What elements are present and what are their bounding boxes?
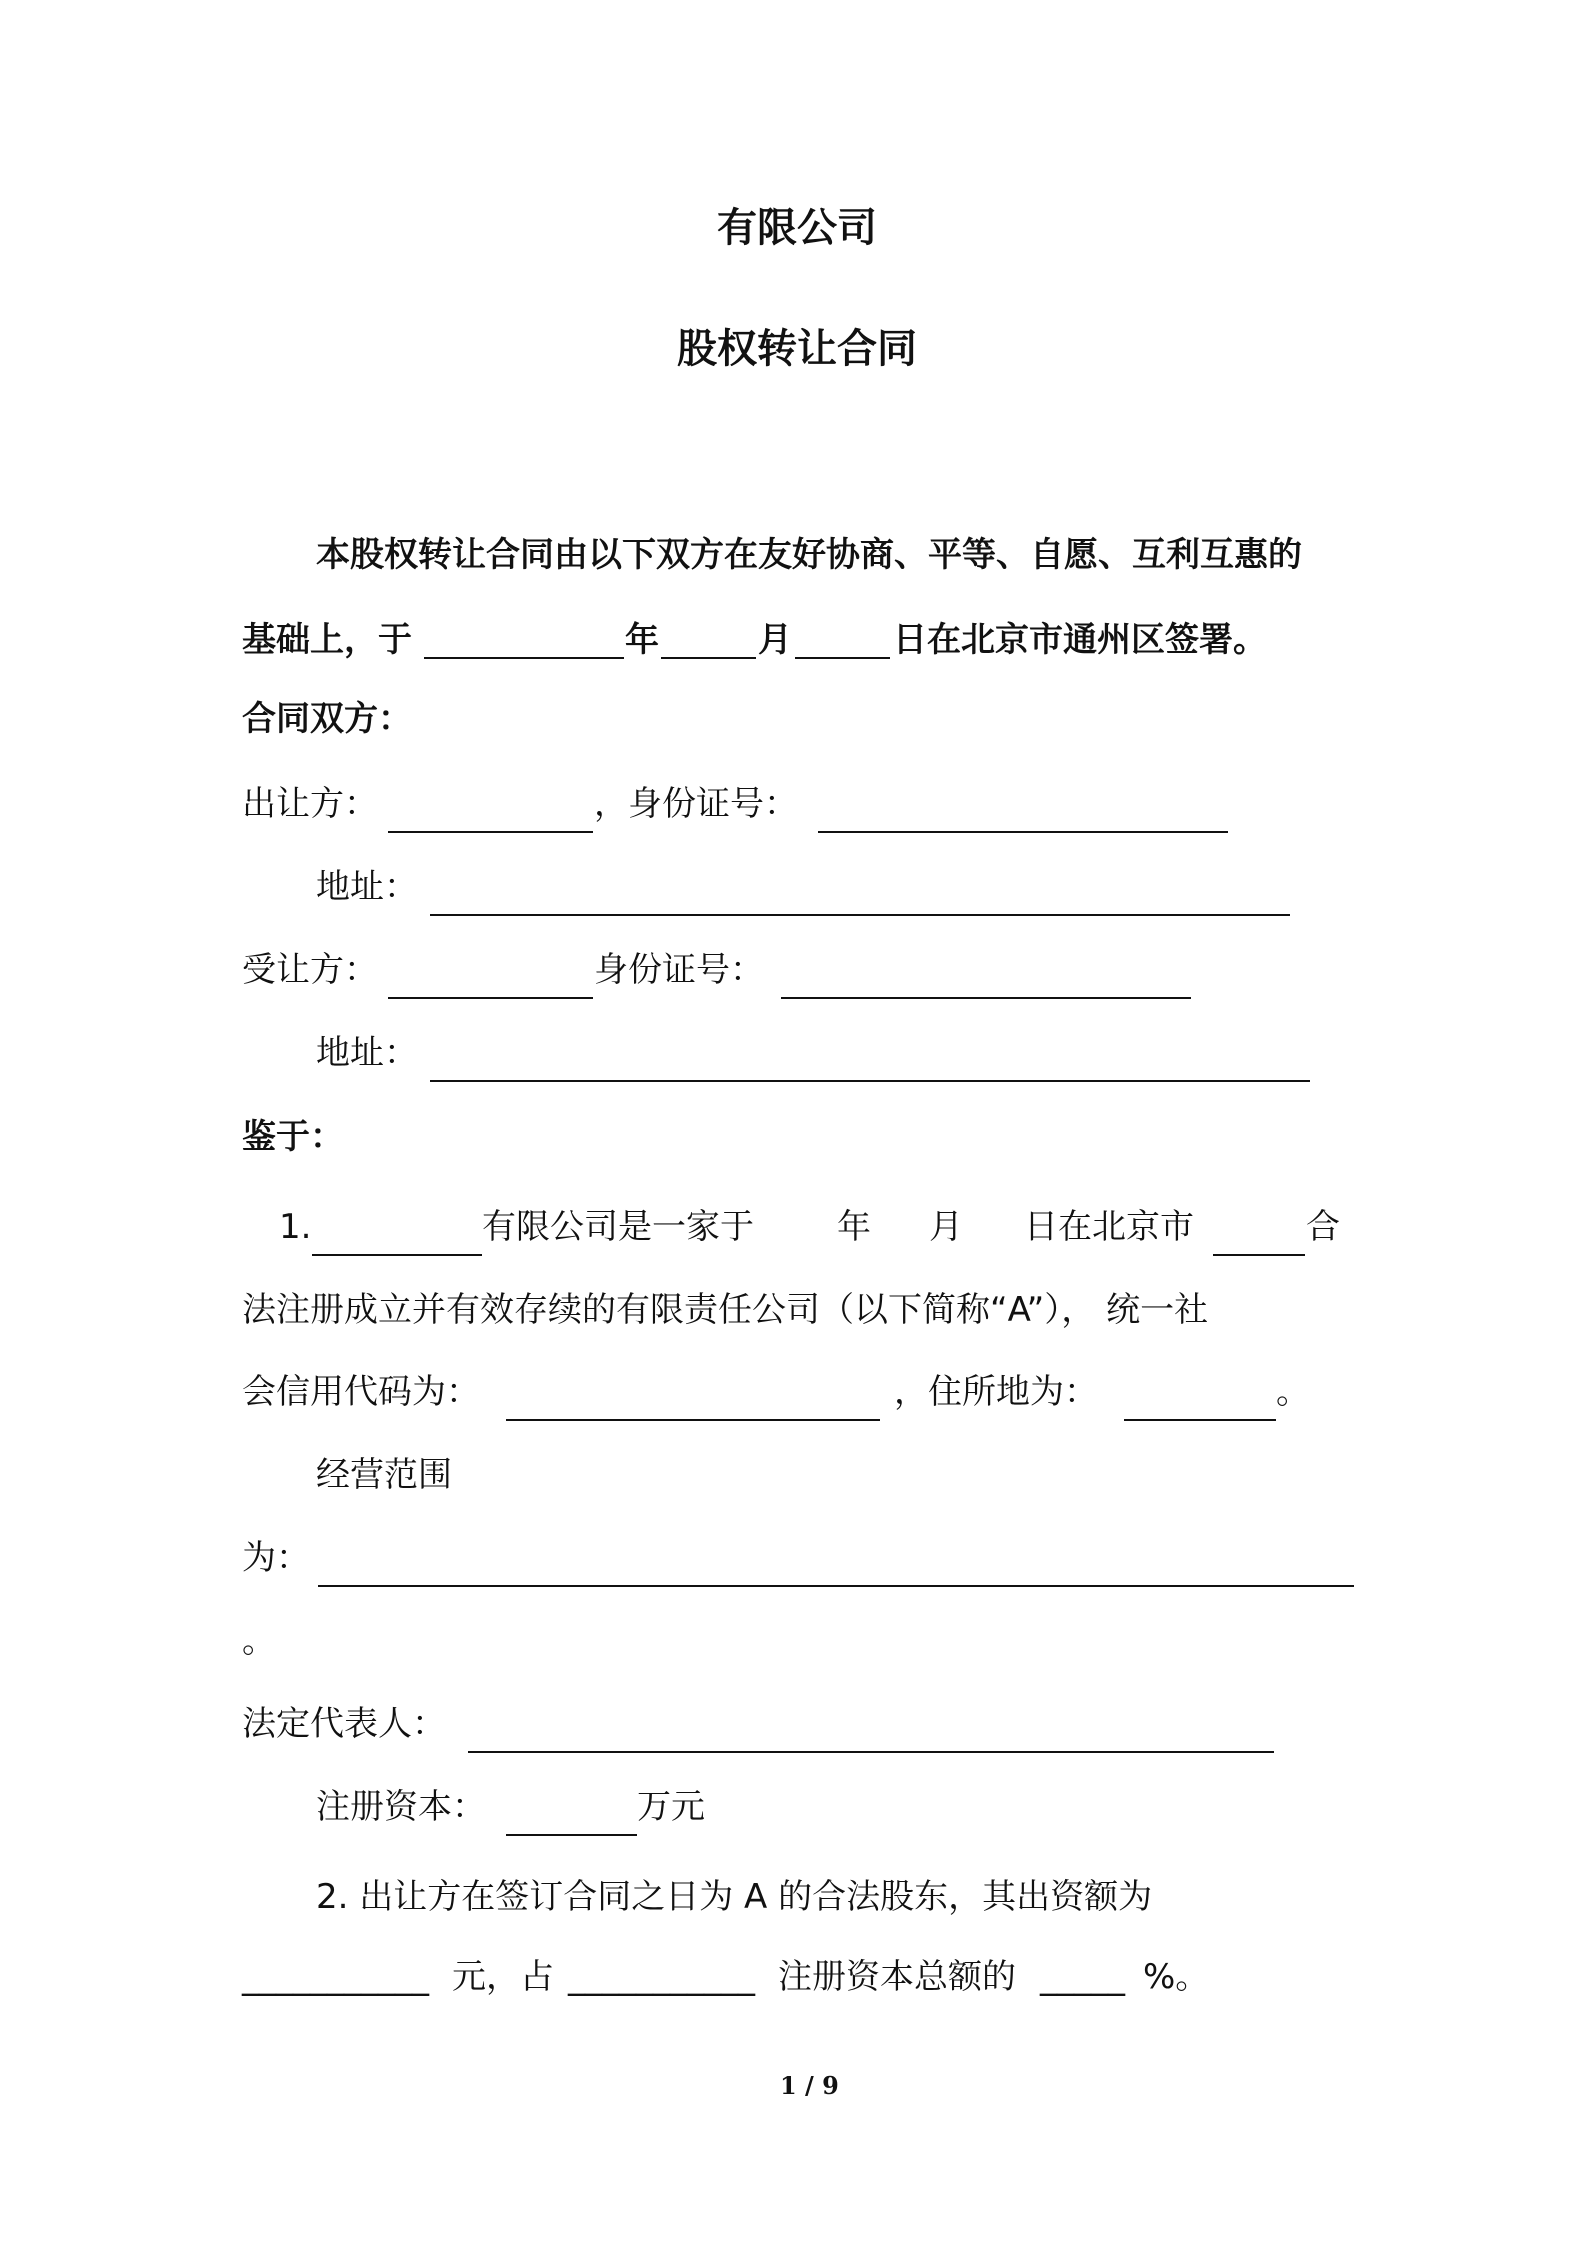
preamble-line-1: 本股权转让合同由以下双方在友好协商、平等、自愿、互利互惠的: [316, 535, 1302, 575]
capital-unit: 万元: [637, 1787, 705, 1827]
transferee-id-label: 身份证号：: [594, 950, 764, 990]
credit-code-blank[interactable]: [506, 1419, 880, 1421]
date-day-blank[interactable]: [795, 657, 890, 659]
capital-label: 注册资本：: [316, 1787, 486, 1827]
business-scope-blank[interactable]: [318, 1585, 1354, 1587]
item1-domicile-label: ，住所地为：: [894, 1372, 1098, 1412]
item2-company-blank[interactable]: ___________: [568, 1957, 755, 1997]
item1-number: 1.: [279, 1207, 312, 1247]
preamble-year-label: 年: [625, 620, 659, 660]
legal-rep-label: 法定代表人：: [242, 1704, 446, 1744]
item2-yuan-label: 元，占: [452, 1957, 554, 1997]
preamble-line-2-start: 基础上，于: [242, 620, 412, 660]
doc-title-contract: 股权转让合同: [677, 326, 917, 372]
item1-scope-label: 经营范围: [316, 1455, 452, 1495]
item1-scope-wei: 为：: [242, 1538, 310, 1578]
transferor-label: 出让方：: [242, 784, 378, 824]
transferee-address-blank[interactable]: [430, 1080, 1310, 1082]
transferor-id-label: ，身份证号：: [594, 784, 798, 824]
transferor-address-label: 地址：: [316, 867, 418, 907]
district-blank[interactable]: [1213, 1254, 1305, 1256]
item2-percent-label: %。: [1143, 1957, 1210, 1997]
date-month-blank[interactable]: [661, 657, 756, 659]
transferor-address-blank[interactable]: [430, 914, 1290, 916]
item1-scope-end: 。: [242, 1621, 276, 1661]
transferee-name-blank[interactable]: [388, 997, 593, 999]
domicile-blank[interactable]: [1124, 1419, 1276, 1421]
capital-blank[interactable]: [506, 1834, 637, 1836]
parties-heading: 合同双方：: [242, 699, 412, 739]
transferor-name-blank[interactable]: [388, 831, 593, 833]
transferee-label: 受让方：: [242, 950, 378, 990]
item1-credit-code-label: 会信用代码为：: [242, 1372, 480, 1412]
item1-company-text: 有限公司是一家于: [482, 1207, 754, 1247]
whereas-heading: 鉴于：: [242, 1117, 344, 1157]
doc-title-company: 有限公司: [717, 205, 877, 251]
item1-he: 合: [1306, 1207, 1340, 1247]
transferee-id-blank[interactable]: [781, 997, 1191, 999]
item1-year-label: 年: [837, 1207, 871, 1247]
legal-rep-blank[interactable]: [468, 1751, 1274, 1753]
item2-line-1: 2. 出让方在签订合同之日为 A 的合法股东，其出资额为: [316, 1877, 1153, 1917]
item1-day-label: 日在北京市: [1024, 1207, 1194, 1247]
page-number: 1 / 9: [780, 2071, 839, 2100]
preamble-month-label: 月: [758, 620, 792, 660]
date-year-blank[interactable]: [424, 657, 624, 659]
item1-line-3-end: 。: [1276, 1372, 1310, 1412]
transferor-id-blank[interactable]: [818, 831, 1228, 833]
preamble-day-place: 日在北京市通州区签署。: [893, 620, 1267, 660]
company-name-blank[interactable]: [312, 1254, 482, 1256]
item2-amount-blank[interactable]: ___________: [242, 1957, 429, 1997]
item1-month-label: 月: [929, 1207, 963, 1247]
item2-total-label: 注册资本总额的: [778, 1957, 1016, 1997]
transferee-address-label: 地址：: [316, 1033, 418, 1073]
item2-percent-blank[interactable]: _____: [1040, 1957, 1125, 1997]
item1-line-2: 法注册成立并有效存续的有限责任公司（以下简称“A”）， 统一社: [242, 1290, 1209, 1330]
